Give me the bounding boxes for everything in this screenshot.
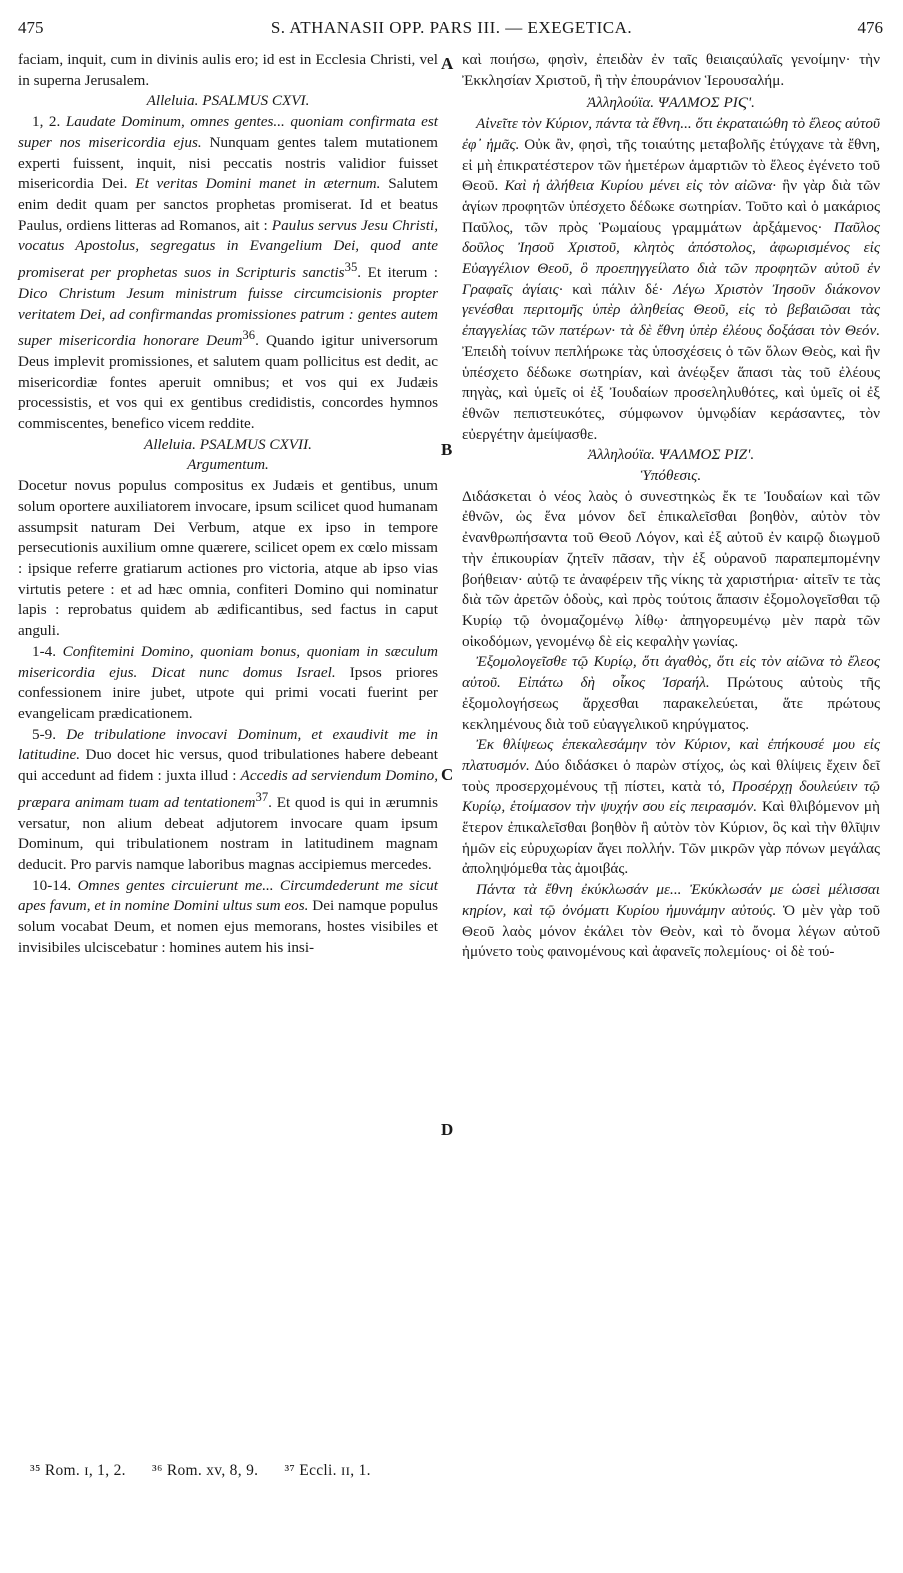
margin-marker-d: D	[441, 1120, 454, 1139]
latin-opening-paragraph: faciam, inquit, cum in divinis aulis ero; id est in Ecclesia Christi, vel in superna Jerusalem.	[18, 51, 438, 89]
verse-text: Πάντα τὰ ἔθνη ἐκύκλωσάν με... Ἐκύκλωσάν με ὡσεὶ μέλισσαι κηρίον, καὶ τῷ ὀνόματι Κυρίου ἠμυνάμην αὐτούς.	[462, 881, 880, 919]
scripture-quote: Παῦλος δοῦλος Ἰησοῦ Χριστοῦ, κλητὸς ἀπόστολος, ἀφωρισμένος εἰς Εὐαγγέλιον Θεοῦ, ὃ προεπηγγείλατο διὰ τῶν προφητῶν αὐτοῦ ἐν Γραφαῖς ἁγίαις·	[462, 218, 880, 298]
verse-text: Ἐκ θλίψεως ἐπεκαλεσάμην τὸν Κύριον, καὶ ἐπήκουσέ μου εἰς πλατυσμόν.	[462, 736, 880, 774]
greek-opening-paragraph: καὶ ποιήσω, φησὶν, ἐπειδὰν ἐν ταῖς θειαιςαύλαῖς γενοίμην· τὴν Ἐκκλησίαν Χριστοῦ, ἢ τὴν ἐπουράνιον Ἱερουσαλήμ.	[462, 51, 880, 89]
greek-psalm-116-heading: Ἀλληλούϊα. ΨΑΛΜΟΣ ΡΙϚʹ.	[587, 94, 755, 112]
greek-hypothesis-heading: Ὑπόθεσις.	[640, 467, 702, 485]
latin-verse-10-14	[18, 876, 438, 959]
commentary-text: ἣν γὰρ διὰ τῶν ἁγίων προφητῶν ὑπέσχετο δέδωκε σωτηρίαν. Τοῦτο καὶ ὁ μακάριος Παῦλος, τῶν πρὸς Ῥωμαίους γραμμάτων ἀρξάμενος·	[462, 177, 880, 236]
commentary-text: Ἐπειδὴ τοίνυν πεπλήρωκε τὰς ὑποσχέσεις ὁ τῶν ὅλων Θεὸς, καὶ ἣν ὑπέσχετο δέδωκε σωτηρίαν, καὶ ἀνέῳξεν ἅπασι τὰς τοῦ ἐλέους πηγὰς, καὶ ὑμεῖς οἱ ἐξ Ἰουδαίων προσεληλυθότες, καὶ ὑμεῖς οἱ ἐξ ἐθνῶν πεπιστευκότες, σύμφωνον ὑμνῳδίαν κεράσαντες, τὸν εὐεργέτην ἀμείψασθε.	[462, 342, 880, 443]
commentary-text: Καὶ θλιβόμενον μὴ ἕτερον ἐπικαλεῖσθαι βοηθὸν ἢ αὐτὸν τὸν Κύριον, ὃς καὶ τὴν θλῖψιν ἡμῶν εἰς εὐρυχωρίαν ἄγει πολλήν. Τῶν μικρῶν γὰρ πόνων μεγάλας ἀποληψόμεθα τὰς ἀμοιβάς.	[462, 798, 880, 878]
verse-number: 1, 2.	[32, 113, 61, 131]
margin-marker-b: B	[441, 440, 453, 459]
page-header	[0, 4, 903, 37]
footnote-ref: 36	[242, 328, 256, 343]
greek-verse-1-4	[462, 652, 880, 735]
verse-number: 5-9.	[32, 725, 57, 743]
verse-number: 1-4.	[32, 642, 57, 660]
commentary-text: Nunquam gentes talem mutationem experti fuissent, inquit, nisi peccatis nostris validior fuisset misericordia Dei.	[18, 133, 438, 193]
greek-psalm-116-commentary	[462, 114, 880, 445]
commentary-text: Οὐκ ἂν, φησὶ, τῆς τοιαύτης μεταβολῆς ἐτύγχανε τὰ ἔθνη, εἰ μὴ ἐπικρατέστερον τῶν ἡμετέρων ἁμαρτιῶν τὸ ἔλεος ἐγένετο τοῦ Θεοῦ.	[462, 135, 880, 195]
verse-text: Laudate Dominum, omnes gentes... quoniam confirmata est super nos misericordia ejus.	[18, 113, 439, 151]
footnote-37: ³⁷ Eccli. ɪɪ, 1.	[284, 1462, 371, 1479]
latin-column	[18, 50, 438, 958]
commentary-text: Dei namque populus solum vocabat Deum, et nomen ejus memorans, hostes visibiles et invisibiles ulciscebatur : homines autem his insi-	[18, 897, 438, 956]
verse-text: Omnes gentes circuierunt me... Circumdederunt me sicut apes favum, et in nomine Domini ultus sum eos.	[18, 876, 438, 915]
commentary-text: . Et iterum :	[357, 264, 438, 282]
scripture-quote: Dico Christum Jesum ministrum fuisse circumcisionis propter veritatem Dei, ad confirmandas promissiones patrum : gentes autem super misericordia honorare Deum	[18, 284, 438, 350]
verse-text: Et veritas Domini manet in æternum.	[135, 175, 381, 193]
commentary-text: Salutem enim dedit quam per sanctos prophetas promiserat. Id et beatus Paulus, ordiens litteras ad Romanos, ait :	[18, 175, 439, 234]
scripture-quote: Accedis ad serviendum Domino, præpara animam tuam ad tentationem	[18, 767, 438, 811]
latin-psalm-116-commentary	[18, 112, 438, 435]
scripture-quote: Λέγω Χριστὸν Ἰησοῦν διάκονον γενέσθαι περιτομῆς ὑπὲρ ἀληθείας Θεοῦ, εἰς τὸ βεβαιῶσαι τὰς ἐπαγγελίας τῶν πατέρων· τὰ δὲ ἔθνη ὑπὲρ ἐλέους δοξάσαι τὸν Θεόν.	[462, 280, 880, 340]
greek-column	[462, 50, 880, 963]
commentary-text: Ὁ μὲν γὰρ τοῦ Θεοῦ λαὸς μόνον ἐκάλει τὸν Θεὸν, καὶ τὸ ὄνομα λέγων αὐτοῦ ἠμύνετο τοὺς φαινομένους καὶ ἀφανεῖς πολεμίους· οἱ δὲ τού-	[462, 901, 880, 961]
commentary-text: Ipsos priores confessionem inire jubet, utpote qui primi vocati fuerint per evangelicam prædicationem.	[18, 663, 438, 722]
running-title: S. ATHANASII OPP. PARS III. — EXEGETICA.	[270, 18, 633, 37]
commentary-text: καὶ πάλιν δέ·	[572, 280, 664, 298]
margin-marker-c: C	[441, 765, 454, 784]
verse-number: 10-14.	[32, 876, 72, 894]
latin-verse-1-4	[18, 642, 438, 725]
margin-marker-a: A	[441, 54, 454, 73]
greek-verse-5-9	[462, 735, 880, 880]
page-number-right: 476	[857, 18, 883, 37]
verse-text: Καὶ ἡ ἀλήθεια Κυρίου μένει εἰς τὸν αἰῶνα·	[504, 177, 777, 195]
latin-argument-text: Docetur novus populus compositus ex Judæis et gentibus, unum solum oportere auxiliatorem invocare, ipsum scilicet quod humanam assumpsit naturam Dei Verbum, atque ex ipso in tempore persecutionis auxilium omne quærere, scilicet opem ex cœlo missam : ipsique referre gratiarum actiones pro victoria, atque ab ipso vias virtutis petere : et ad hæc omnia, confiteri Domino qui nominatur lapis : reprobatus quidem ab ædificantibus, sed factus in caput anguli.	[18, 477, 438, 640]
commentary-text: Duo docet hic versus, quod tribulationes habere debeant qui accedunt ad fidem : juxta illud :	[18, 746, 438, 785]
scripture-quote: Προσέρχῃ δουλεύειν τῷ Κυρίῳ, ἑτοίμασον τὴν ψυχήν σου εἰς πειρασμόν.	[462, 777, 881, 816]
latin-verse-5-9	[18, 725, 438, 876]
commentary-text: . Quando igitur universorum Deus implevit promissiones, et salutem quam pollicitus est dedit, ac misericordiæ fontes aperuit omnibus; et vos qui ex Judæis processistis, et vos qui ex gentibus credidistis, concordes hymnos commiscentes, benefico vicem reddite.	[18, 332, 438, 433]
greek-verse-10-14	[462, 880, 880, 963]
verse-text: Αἰνεῖτε τὸν Κύριον, πάντα τὰ ἔθνη... ὅτι ἐκραταιώθη τὸ ἔλεος αὐτοῦ ἐφ᾽ ἡμᾶς.	[462, 115, 880, 153]
page-number-left: 475	[18, 18, 44, 37]
commentary-text: Πρώτους αὐτοὺς τῆς ἐξομολογήσεως ἄρχεσθαι παρακελεύεται, ἅτε πρώτους κεκλημένους διὰ τοῦ εὐαγγελικοῦ κηρύγματος.	[462, 674, 880, 733]
footnote-36: ³⁶ Rom. xv, 8, 9.	[152, 1462, 259, 1479]
commentary-text: Δύο διδάσκει ὁ παρὼν στίχος, ὡς καὶ θλίψεις ἔχειν δεῖ τοὺς προσερχομένους τῇ πίστει, κατὰ τό,	[462, 756, 880, 795]
scripture-quote: Paulus servus Jesu Christi, vocatus Apostolus, segregatus in Evangelium Dei, quod ante promiserat per prophetas suos in Scripturis sanctis	[18, 216, 439, 282]
footnotes	[30, 1462, 393, 1480]
verse-text: De tribulatione invocavi Dominum, et exaudivit me in latitudine.	[18, 725, 439, 764]
latin-psalm-116-heading: Alleluia. PSALMUS CXVI.	[146, 92, 310, 110]
latin-argument-heading: Argumentum.	[187, 456, 269, 474]
verse-text: Ἐξομολογεῖσθε τῷ Κυρίῳ, ὅτι ἀγαθὸς, ὅτι εἰς τὸν αἰῶνα τὸ ἔλεος αὐτοῦ. Εἰπάτω δὴ οἶκος Ἰσραήλ.	[462, 653, 880, 692]
verse-text: Confitemini Domino, quoniam bonus, quoniam in sæculum misericordia ejus. Dicat nunc domus Israel.	[18, 642, 438, 681]
footnote-ref: 37	[255, 789, 269, 804]
commentary-text: . Et quod is qui in ærumnis versatur, non alium debeat adjutorem invocare quam ipsum Dominum, qui tribulationem nostram in latitudinem magnam deducit. Pro parvis namque laboribus magnas accipiemus mercedes.	[18, 793, 438, 873]
footnote-35: ³⁵ Rom. ɪ, 1, 2.	[30, 1462, 126, 1479]
greek-hypothesis-text: Διδάσκεται ὁ νέος λαὸς ὁ συνεστηκὼς ἔκ τε Ἰουδαίων καὶ τῶν ἐθνῶν, ὡς ἕνα μόνον δεῖ ἐπικαλεῖσθαι βοηθὸν, αὐτὸν τὸν ἐνανθρωπήσαντα τοῦ Θεοῦ Λόγον, καὶ ἐξ αὐτοῦ ἐν καιρῷ διωγμοῦ τὴν ἐπικουρίαν ζητεῖν πᾶσαν, τὴν ἐξ οὐρανοῦ παραπεμπομένην βοήθειαν· αὐτῷ τε ἀναφέρειν τῆς νίκης τὰ χαριστήρια· αἰτεῖν τε τὰς διὰ τῶν ἀρετῶν ὁδοὺς, καὶ πρὸς τούτοις ἅπασιν ἐξομολογεῖσθαι τῷ Κυρίῳ τῷ ὀνομαζομένῳ λίθῳ· ἀπηγορευμένῳ μὲν παρὰ τῶν οἰκοδόμων, γενομένῳ δὲ εἰς κεφαλὴν γωνίας.	[462, 487, 880, 650]
footnote-ref: 35	[344, 260, 358, 275]
latin-psalm-117-heading: Alleluia. PSALMUS CXVII.	[144, 435, 312, 453]
greek-psalm-117-heading: Ἀλληλούϊα. ΨΑΛΜΟΣ ΡΙΖʹ.	[587, 446, 755, 464]
